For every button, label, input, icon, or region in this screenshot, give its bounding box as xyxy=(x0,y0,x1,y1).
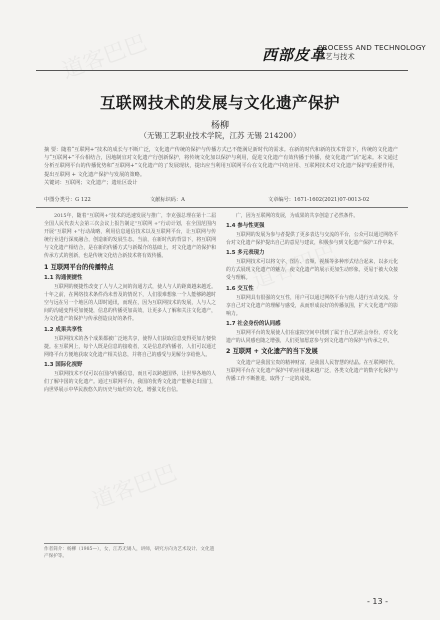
article-id: 文章编号：1671-1602(2021)07-0013-02 xyxy=(268,197,370,203)
body-paragraph: 互联网技术可以将文字、图片、音频、视频等多种形式结合起来，以多元化的方式展现文化遗产的魅力，使文化遗产的展示更加生动形象，更易于被大众接受与理解。 xyxy=(226,259,398,282)
body-paragraph: 文化遗产是我国宝贵的精神财富，是我国人民智慧的结晶。在互联网时代，互联网平台在文化遗产保护中的应用越来越广泛，各类文化遗产的数字化保护与传播工作不断推进，取得了一定的成效。 xyxy=(226,359,398,382)
document-code: 文献标识码：A xyxy=(150,197,185,203)
section-heading: 1.5 多元表现力 xyxy=(226,250,265,257)
article-abstract: 摘 要：随着“互联网+”技术的成长与不断广泛，文化遗产传统的保护与传播方式已不能满足新时代的需求。在新的时代和新的技术背景下，传统的文化遗产与“互联网+”平台相结合，因地制宜对文化遗产行创新保护，将传统文化加以保护与利用，促进文化遗产有效传播于传播，使文化遗产“活”起来。本文通过分析互联网平台的传播优势和“互联网+”文化遗产的了发展现状，提出应当利用互联网平台在文化遗产中的应用、互联网技术对文化遗产保护的重要作用，提出互联网 + 文化遗产保护与发展的策略。 xyxy=(44,147,398,178)
section-heading: 1.7 社会身份的认同感 xyxy=(226,320,281,327)
meta-divider xyxy=(36,207,408,208)
article-affiliation: （无锡工艺职业技术学院，江苏 无锡 214200） xyxy=(139,131,301,140)
body-column-left xyxy=(44,212,216,394)
section-heading: 2 互联网 + 文化遗产的当下发展 xyxy=(226,348,318,356)
page-number: - 13 - xyxy=(367,597,389,606)
footnote-divider xyxy=(44,543,124,544)
watermark-3 xyxy=(87,456,180,515)
section-heading: 1.3 国际化视野 xyxy=(44,361,83,368)
journal-section-en: PROCESS AND TECHNOLOGY xyxy=(318,43,426,52)
article-title: 互联网技术的发展与文化遗产保护 xyxy=(99,94,340,112)
header-divider xyxy=(36,70,408,71)
article-author: 杨柳 xyxy=(210,121,229,131)
body-paragraph: 互联网技术不仅可以在国内传播信息，而且可以跨越国界，让世界各地的人们了解中国的文化遗产。通过互联网平台，我国的优秀文化遗产能够走出国门，向世界展示中华民族悠久的历史与灿烂的文化，增强文化自信。 xyxy=(44,370,216,393)
journal-logo-cn: 西部皮革 xyxy=(262,46,327,64)
section-heading: 1.2 成果共享性 xyxy=(44,326,83,333)
body-paragraph: 互联网平台的发展使人们在虚拟空间中找到了属于自己的社会身份，对文化遗产的认同感也随之增强，人们更加愿意参与到文化遗产的保护与传承之中。 xyxy=(226,329,398,344)
article-keywords: 关键词：互联网；文化遗产；遗址区设计 xyxy=(44,180,138,186)
body-paragraph: 广，因为互联网的发展，为成果的共享创造了必然条件。 xyxy=(236,213,359,219)
body-paragraph: 互联网具有很强的交互性，用户可以通过网络平台与他人进行互动交流，分享自己对文化遗产的理解与感受，从而形成良好的传播氛围，扩大文化遗产的影响力。 xyxy=(226,294,398,317)
section-heading: 1.1 沟通便捷性 xyxy=(44,275,83,282)
section-heading: 1.4 参与性更强 xyxy=(226,223,265,230)
journal-section-label xyxy=(318,43,426,61)
watermark-1 xyxy=(57,26,150,85)
journal-section-cn: 工艺与技术 xyxy=(318,52,355,61)
body-paragraph: 互联网的发展为参与者提供了更多表达与交流的平台，公众可以通过网络平台对文化遗产保护提出自己的意见与建议，积极参与到文化遗产保护工作中来。 xyxy=(226,232,398,247)
body-paragraph: 互联网技术的各个成果都被广泛地共享，使得人们获取信息变得更加方便快捷。在互联网上，每个人既是信息的接收者，又是信息的传播者，人们可以通过网络平台方便地获取文化遗产相关信息，并将自己的感受与见解分享给他人。 xyxy=(44,335,216,358)
body-paragraph: 2015年，随着“互联网+”技术的迅速发展与推广，李克强总理在第十二届全国人民代表大会第三次会议上报告制定“互联网 +”行动计划，在全国范围内开展“互联网 +”行动战略，利用信息通信技术以及互联网平台，让互联网与传统行业进行深度融合，创造新的发展生态。当前，在新时代的背景下，将互联网与文化遗产相结合，是在新的传播方式与新媒介的基础上，对文化遗产的保护和传承方式的创新，也是传统文化结合新技术将有效传播。 xyxy=(44,213,216,260)
author-footnote: 作者简介：杨柳（1985—），女，江苏无锡人，讲师，研究方向为艺术设计、文化遗产保护等。 xyxy=(44,547,215,559)
body-paragraph: 互联网的便捷性改变了人与人之间的沟通方式，使人与人的距离越来越近。十年之前，在网络技术条件尚未普及的情况下，人们很难想象一个人能够跨越时空与远在另一个地区的人即时通讯，而现在，因为互联网技术的发展，人与人之间的沟通变得更加便捷，信息的传播更加高效，让更多人了解和关注文化遗产，为文化遗产的保护与传承创造良好的条件。 xyxy=(44,284,216,323)
section-heading: 1 互联网平台的传播特点 xyxy=(44,263,114,271)
section-heading: 1.6 交互性 xyxy=(226,285,254,292)
clc-number: 中图分类号：G 122 xyxy=(44,197,91,203)
body-column-right xyxy=(226,212,398,383)
